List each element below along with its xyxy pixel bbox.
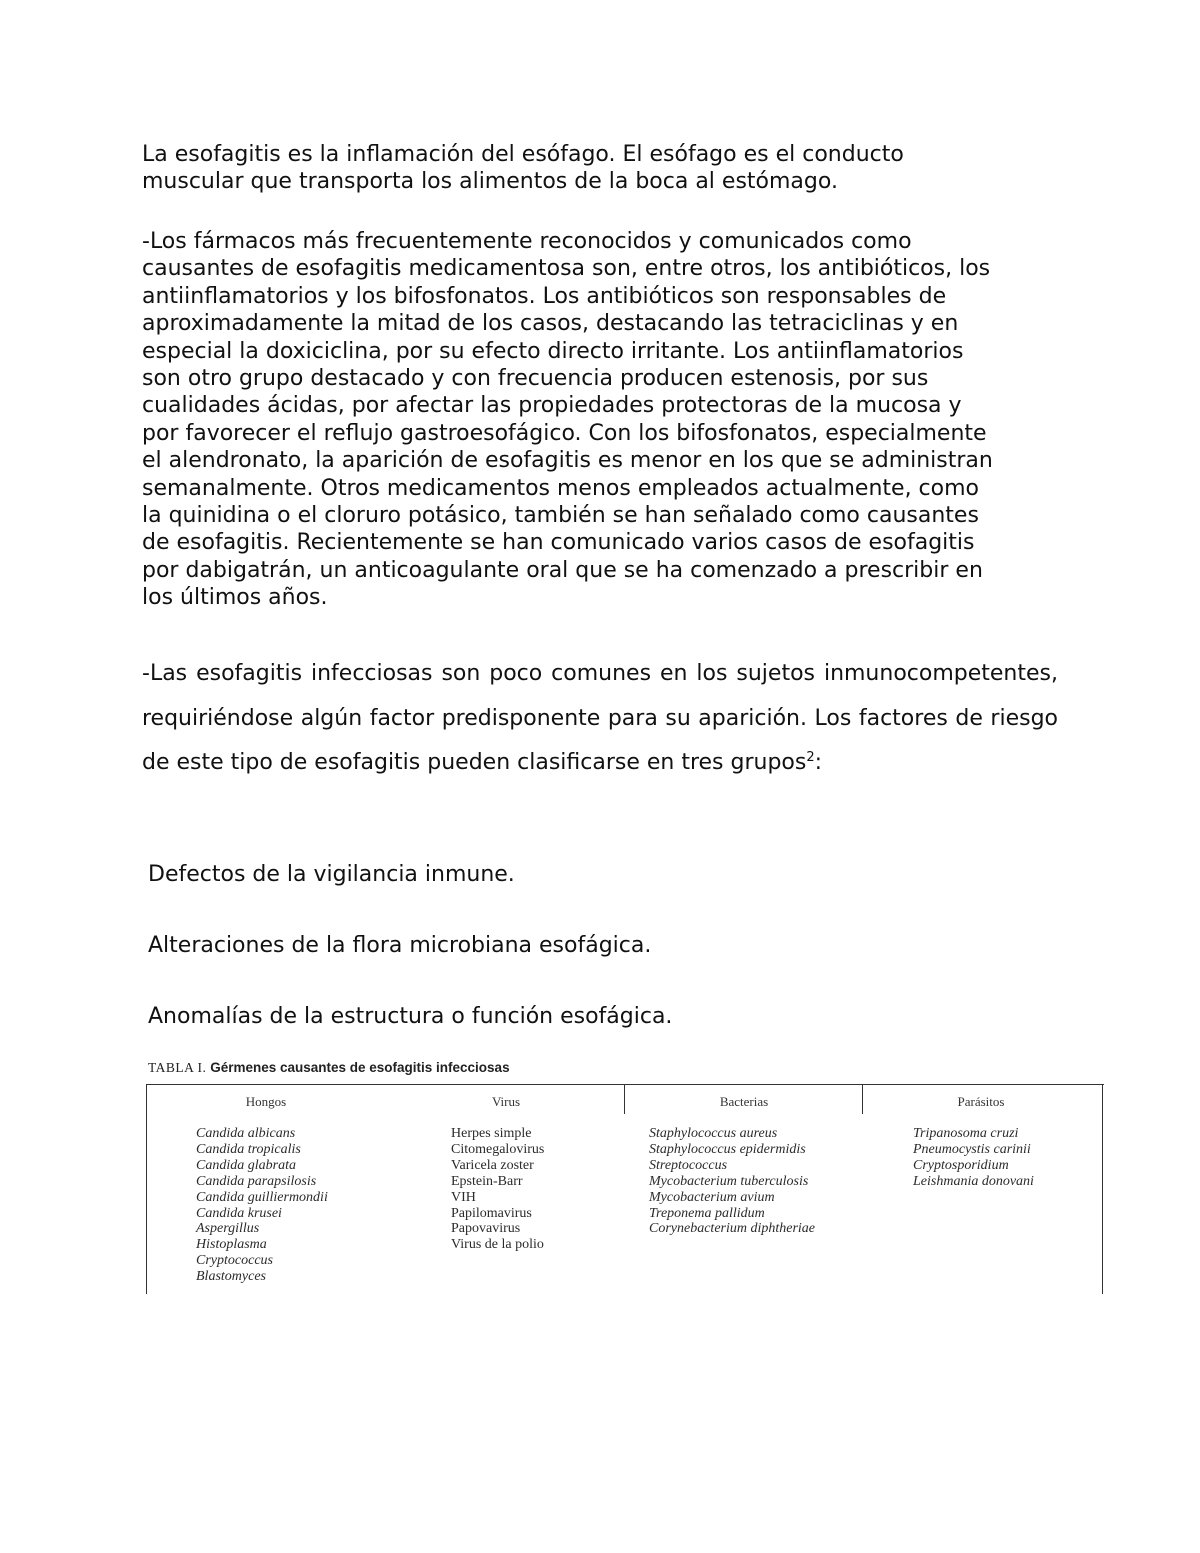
list-item: Staphylococcus epidermidis <box>649 1141 806 1157</box>
infectious-paragraph <box>142 652 1058 786</box>
list-item: Histoplasma <box>196 1237 267 1253</box>
list-item: Cryptosporidium <box>913 1157 1009 1173</box>
drugs-line: aproximadamente la mitad de los casos, destacando las tetraciclinas y en <box>142 311 959 337</box>
list-item: Mycobacterium tuberculosis <box>649 1173 809 1189</box>
list-item: Streptococcus <box>649 1157 728 1173</box>
germs-table <box>146 1084 1104 1294</box>
column-header-virus: Virus <box>491 1094 521 1109</box>
drugs-line: son otro grupo destacado y con frecuencia producen estenosis, por sus <box>142 366 929 392</box>
drugs-line: el alendronato, la aparición de esofagitis es menor en los que se administran <box>142 448 993 474</box>
drugs-line: de esofagitis. Recientemente se han comunicado varios casos de esofagitis <box>142 530 975 556</box>
column-divider <box>624 1084 625 1114</box>
parasites-list <box>913 1126 1034 1190</box>
drugs-line: -Los fármacos más frecuentemente reconocidos y comunicados como <box>142 229 912 254</box>
table-left-rule <box>146 1084 147 1294</box>
list-item: Candida glabrata <box>196 1157 296 1173</box>
drugs-line: antiinflamatorios y los bifosfonatos. Los antibióticos son responsables de <box>142 283 947 309</box>
list-item: Candida albicans <box>196 1126 296 1141</box>
table-top-rule <box>146 1084 1104 1085</box>
list-item: VIH <box>451 1189 476 1205</box>
list-item: Treponema pallidum <box>649 1205 765 1221</box>
table-caption: Gérmenes causantes de esofagitis infecciosas <box>210 1060 510 1075</box>
list-item: Citomegalovirus <box>451 1141 545 1157</box>
list-item: Varicela zoster <box>451 1157 534 1173</box>
risk-group-item: Defectos de la vigilancia inmune. <box>148 862 515 887</box>
footnote-reference: 2 <box>806 750 815 766</box>
column-header-bacterias: Bacterias <box>719 1094 769 1109</box>
intro-paragraph <box>142 141 1062 196</box>
column-header-hongos: Hongos <box>245 1094 287 1109</box>
list-item: Cryptococcus <box>196 1253 273 1269</box>
risk-group-item: Alteraciones de la flora microbiana esofágica. <box>148 933 652 958</box>
list-item: Corynebacterium diphtheriae <box>649 1221 816 1237</box>
list-item: Candida krusei <box>196 1205 282 1221</box>
virus-list <box>451 1126 544 1253</box>
list-item: Epstein-Barr <box>451 1173 523 1189</box>
drugs-line: cualidades ácidas, por afectar las propiedades protectoras de la mucosa y <box>142 393 962 419</box>
infectious-text: -Las esofagitis infecciosas son poco comunes en los sujetos inmunocompetentes, requiriéndose algún factor predisponente para su aparición. Los factores de riesgo de este tipo de esofagitis pueden clasificarse en tres grupos <box>142 661 1058 776</box>
list-item: Virus de la polio <box>451 1237 544 1253</box>
drugs-paragraph <box>142 228 1062 612</box>
table-right-rule <box>1102 1084 1103 1294</box>
drugs-line: por favorecer el reflujo gastroesofágico. Con los bifosfonatos, especialmente <box>142 420 987 446</box>
infectious-end: : <box>814 750 823 776</box>
list-item: Candida parapsilosis <box>196 1173 317 1189</box>
table-label: TABLA I. <box>148 1060 207 1075</box>
list-item: Leishmania donovani <box>913 1173 1034 1189</box>
drugs-line: semanalmente. Otros medicamentos menos empleados actualmente, como <box>142 475 979 501</box>
intro-line: muscular que transporta los alimentos de la boca al estómago. <box>142 169 838 195</box>
list-item: Candida tropicalis <box>196 1141 301 1157</box>
list-item: Papovavirus <box>451 1221 521 1237</box>
drugs-line: la quinidina o el cloruro potásico, también se han señalado como causantes <box>142 503 979 529</box>
drugs-line: por dabigatrán, un anticoagulante oral que se ha comenzado a prescribir en <box>142 557 983 583</box>
list-item: Pneumocystis carinii <box>913 1141 1031 1157</box>
drugs-line: causantes de esofagitis medicamentosa son, entre otros, los antibióticos, los <box>142 256 991 282</box>
list-item: Herpes simple <box>451 1126 532 1141</box>
column-header-parasitos: Parásitos <box>957 1094 1005 1109</box>
list-item: Blastomyces <box>196 1269 266 1285</box>
list-item: Aspergillus <box>196 1221 260 1237</box>
drugs-line: los últimos años. <box>142 585 328 611</box>
intro-line: La esofagitis es la inflamación del esófago. El esófago es el conducto <box>142 142 904 167</box>
risk-group-item: Anomalías de la estructura o función esofágica. <box>148 1004 673 1029</box>
list-item: Candida guilliermondii <box>196 1189 328 1205</box>
bacteria-list <box>649 1126 815 1237</box>
drugs-line: especial la doxiciclina, por su efecto directo irritante. Los antiinflamatorios <box>142 338 964 364</box>
list-item: Mycobacterium avium <box>649 1189 775 1205</box>
list-item: Staphylococcus aureus <box>649 1126 778 1141</box>
table-title <box>148 1060 510 1076</box>
fungi-list <box>196 1126 328 1285</box>
column-divider <box>862 1084 863 1114</box>
list-item: Tripanosoma cruzi <box>913 1126 1019 1141</box>
list-item: Papilomavirus <box>451 1205 532 1221</box>
